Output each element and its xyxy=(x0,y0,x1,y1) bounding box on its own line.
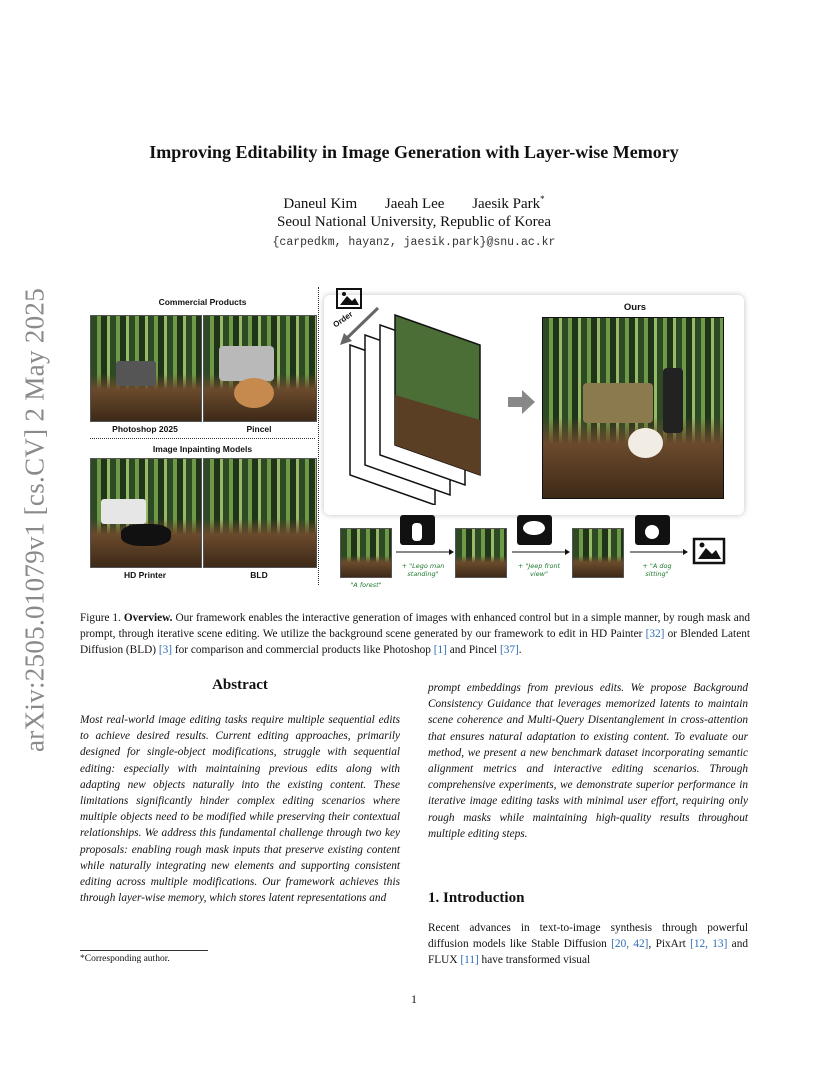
bld-result-image xyxy=(203,458,317,568)
intro-heading: 1. Introduction xyxy=(428,890,525,906)
mask-icon xyxy=(517,515,552,545)
affiliation: Seoul National University, Republic of Korea xyxy=(277,214,551,230)
citation-link[interactable]: [20, 42] xyxy=(611,938,649,951)
prompt-label: + "Jeep front view" xyxy=(517,562,561,578)
step-image xyxy=(340,528,392,578)
ours-label: Ours xyxy=(623,302,647,313)
abstract-text-right: prompt embeddings from previous edits. We propose Background Consistency Guidance that leverages memorized latents to maintain scene coherence and Multi-Query Disentanglement in cross-attention that ensures natural adaptation to existing content. To evaluate our method, we present a new benchmark dataset incorporating semantic alignment metrics and interactive editing scenarios. Through comprehensive experiments, we demonstrate superior performance in iterative image editing tasks with minimal user effort, requiring only rough masks while maintaining high-quality results throughout multiple editing steps. xyxy=(428,682,748,840)
step-image xyxy=(572,528,624,578)
caption-text: . xyxy=(518,644,522,656)
commercial-header: Commercial Products xyxy=(158,297,247,307)
citation-link[interactable]: [12, 13] xyxy=(690,938,728,951)
intro-fragment: have transformed visual xyxy=(478,954,591,967)
abstract-text-left: Most real-world image editing tasks require multiple sequential edits to achieve desired results. Current editing approaches, primarily designed for single-object modifications, struggle with sequential editing: especially with maintaining previous edits along with adapting new objects naturally into the existing content. These limitations significantly hinder complex editing scenarios where multiple objects need to be modified while preserving their contextual relationships. We address this fundamental challenge through two key proposals: enabling rough mask inputs that preserve existing content while naturally integrating new elements and supporting consistent editing across multiple modifications. Our framework achieves this through layer-wise memory, which stores latent representations and xyxy=(80,714,400,905)
citation-link[interactable]: [3] xyxy=(158,644,173,656)
intro-fragment: Recent advances in text-to-image synthesis through powerful diffusion models like Stable Diffusion xyxy=(428,922,748,951)
panel-label: Pincel xyxy=(246,424,272,434)
citation-link[interactable]: [37] xyxy=(499,644,519,656)
mask-icon xyxy=(635,515,670,545)
corresponding-mark: * xyxy=(540,194,545,204)
prompt-label: + "Lego man standing" xyxy=(401,562,445,578)
photoshop-result-image xyxy=(90,315,202,422)
author-emails: {carpedkm, hayanz, jaesik.park}@snu.ac.kr xyxy=(272,236,556,249)
author-list xyxy=(0,194,828,213)
prompt-label: + "A dog sitting" xyxy=(642,562,672,578)
layer-stack xyxy=(340,305,510,505)
step-image xyxy=(455,528,507,578)
arrow-icon xyxy=(510,547,570,557)
figure-caption xyxy=(80,610,750,658)
caption-text: and Pincel xyxy=(446,644,500,656)
ours-result-image xyxy=(542,317,724,499)
citation-link[interactable]: [11] xyxy=(460,954,479,967)
figure-label: Figure 1. xyxy=(80,612,121,624)
panel-label: Photoshop 2025 xyxy=(112,424,178,434)
abstract-heading: Abstract xyxy=(212,677,268,693)
overview-figure xyxy=(80,285,750,595)
author: Jaeah Lee xyxy=(384,196,445,212)
caption-text: for comparison and commercial products like Photoshop xyxy=(172,644,434,656)
inpainting-header: Image Inpainting Models xyxy=(152,444,253,454)
arxiv-stamp: arXiv:2505.01079v1 [cs.CV] 2 May 2025 xyxy=(19,287,50,753)
intro-fragment: and FLUX xyxy=(428,938,748,967)
panel-label: BLD xyxy=(250,570,268,580)
prompt-label: "A forest" xyxy=(350,581,382,589)
arrow-icon xyxy=(628,547,688,557)
image-icon xyxy=(692,537,728,567)
pincel-result-image xyxy=(203,315,317,422)
hd-painter-result-image xyxy=(90,458,202,568)
author: Jaesik Park* xyxy=(472,194,545,212)
caption-text: Our framework enables the interactive generation of images with enhanced control but in a simple manner, by rough mask and prompt, through iterative scene editing. We utilize the background scene generated by our framework to edit in HD Painter xyxy=(80,612,751,640)
paper-title: Improving Editability in Image Generation with Layer-wise Memory xyxy=(149,142,679,162)
page-number: 1 xyxy=(411,992,417,1006)
panel-label: HD Printer xyxy=(123,570,167,580)
footnote-rule xyxy=(80,950,208,951)
citation-link[interactable]: [1] xyxy=(433,644,447,656)
divider xyxy=(90,438,315,439)
arrow-right-icon xyxy=(508,390,536,414)
caption-bold: Overview. xyxy=(123,612,173,624)
citation-link[interactable]: [32] xyxy=(645,628,665,640)
intro-fragment: , PixArt xyxy=(648,938,691,951)
intro-text xyxy=(428,920,748,969)
order-label: Order xyxy=(331,309,355,330)
caption-text: or Blended Latent Diffusion (BLD) xyxy=(80,628,750,656)
arrow-icon xyxy=(394,547,454,557)
author: Daneul Kim xyxy=(283,196,358,212)
mask-icon xyxy=(400,515,435,545)
footnote: *Corresponding author. xyxy=(80,954,170,964)
divider xyxy=(318,287,319,585)
